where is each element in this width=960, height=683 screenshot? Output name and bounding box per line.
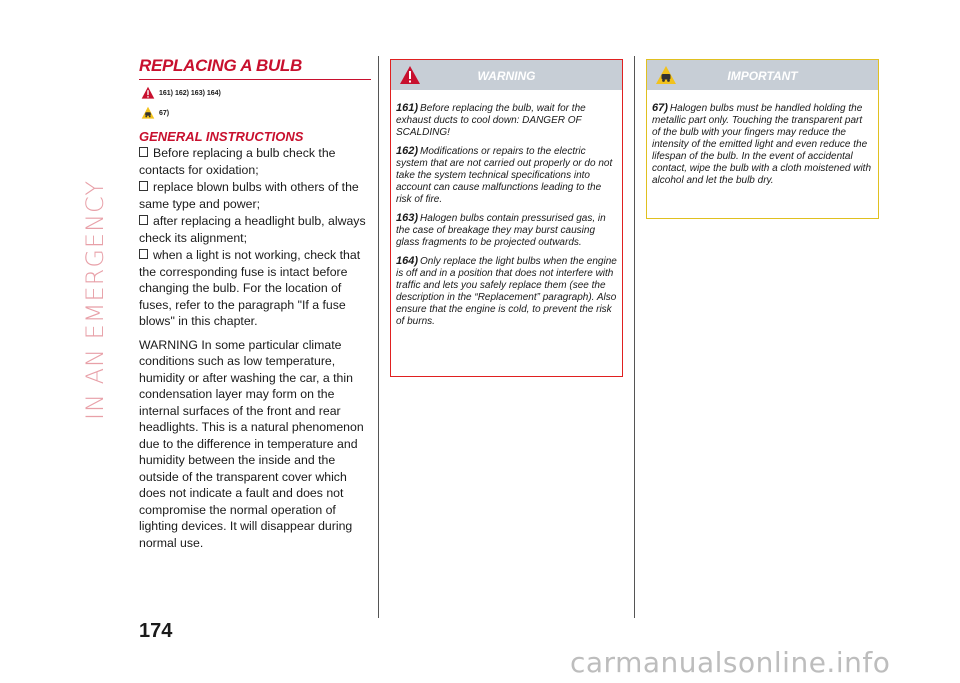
car-skid-icon	[141, 106, 155, 120]
site-watermark: carmanualsonline.info	[570, 646, 891, 679]
warning-box	[390, 59, 623, 377]
bullet-item: Before replacing a bulb check the contacts for oxidation;	[139, 146, 336, 177]
checkbox-bullet-icon	[139, 215, 148, 225]
condensation-warning-paragraph: WARNING In some particular climate conditions such as low temperature, humidity or after washing the car, a thin condensation layer may form on the internal surfaces of the front and rear headlights. This is a natural phenomenon due to the difference in temperature and humidity between the inside and the outside of the transparent cover which does not indicate a fault and does not compromise the normal operation of lighting devices. It will disappear during normal use.	[139, 337, 364, 550]
note-item: 163) Halogen bulbs contain pressurised gas, in the case of breakage they may burst causing glass fragments to be projected outwards.	[396, 212, 606, 248]
main-column	[139, 56, 371, 551]
page-number: 174	[139, 620, 173, 642]
warning-box-title: WARNING	[477, 69, 536, 83]
checkbox-bullet-icon	[139, 147, 148, 157]
important-box-body	[647, 90, 878, 187]
warning-ref-row	[139, 86, 371, 100]
bullet-item: after replacing a headlight bulb, always check its alignment;	[139, 214, 366, 245]
subheading-general-instructions: GENERAL INSTRUCTIONS	[139, 129, 304, 144]
important-box-title: IMPORTANT	[727, 69, 798, 83]
note-item: 161) Before replacing the bulb, wait for the exhaust ducts to cool down: DANGER OF SCALDING!	[396, 102, 586, 138]
note-item: 164) Only replace the light bulbs when the engine is off and in a position that does not interfere with traffic and lets you safely replace them (see the description in the “Replacement” paragraph). Also ensure that the engine is cold, to prevent the risk of burns.	[396, 255, 617, 327]
important-box	[646, 59, 879, 219]
warning-box-header	[391, 60, 622, 90]
section-side-title	[80, 20, 110, 580]
checkbox-bullet-icon	[139, 181, 148, 191]
column-divider	[634, 56, 635, 618]
section-side-title-text: IN AN EMERGENCY	[81, 179, 109, 421]
bullet-item: when a light is not working, check that the corresponding fuse is intact before changing the bulb. For the location of fuses, refer to the paragraph "If a fuse blows" in this chapter.	[139, 248, 361, 328]
page-heading: REPLACING A BULB	[139, 56, 302, 75]
important-refs: 67)	[159, 109, 170, 117]
column-divider	[378, 56, 379, 618]
warning-triangle-icon	[141, 86, 155, 100]
important-box-header	[647, 60, 878, 90]
warning-box-body	[391, 90, 622, 328]
note-item: 162) Modifications or repairs to the electric system that are not carried out properly or do not take the system technical specifications into account can cause malfunctions leading to the risk of fire.	[396, 145, 613, 205]
heading-rule	[139, 79, 371, 80]
bullet-item: replace blown bulbs with others of the same type and power;	[139, 180, 359, 211]
checkbox-bullet-icon	[139, 249, 148, 259]
warning-refs: 161) 162) 163) 164)	[159, 89, 221, 97]
important-ref-row	[139, 106, 371, 120]
note-item: 67) Halogen bulbs must be handled holding the metallic part only. Touching the transparent part of the bulb with your fingers may reduce the intensity of the emitted light and even reduce the lifespan of the bulb. In the event of accidental contact, wipe the bulb with a cloth moistened with alcohol and let the bulb dry.	[652, 102, 872, 186]
